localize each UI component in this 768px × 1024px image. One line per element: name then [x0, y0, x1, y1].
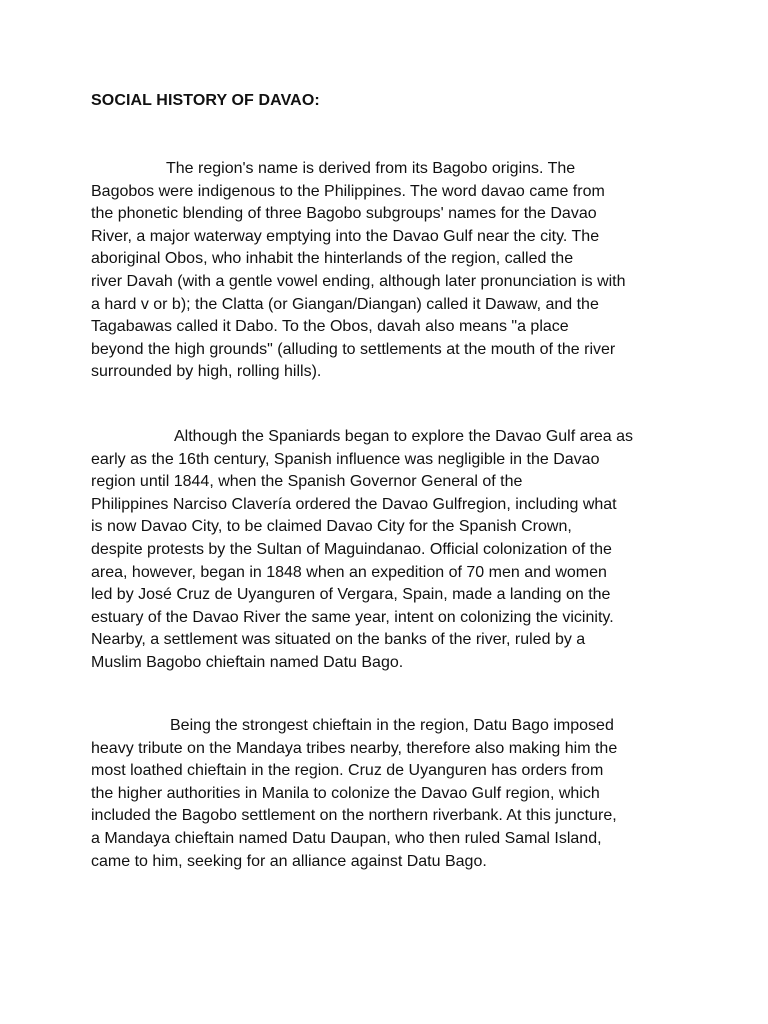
- text-line: Tagabawas called it Dabo. To the Obos, davah also means "a place: [91, 318, 569, 336]
- text-line: area, however, began in 1848 when an expedition of 70 men and women: [91, 563, 607, 581]
- text-line: aboriginal Obos, who inhabit the hinterlands of the region, called the: [91, 250, 574, 268]
- text-line: The region's name is derived from its Bagobo origins. The: [166, 160, 576, 177]
- text-line: Nearby, a settlement was situated on the banks of the river, ruled by a: [91, 631, 586, 649]
- text-line: a Mandaya chieftain named Datu Daupan, who then ruled Samal Island,: [91, 829, 602, 847]
- paragraph-region-name: [91, 158, 691, 384]
- text-line: River, a major waterway emptying into the Davao Gulf near the city. The: [91, 227, 600, 245]
- paragraph-datu-bago: [91, 715, 691, 873]
- text-line: included the Bagobo settlement on the northern riverbank. At this juncture,: [91, 807, 617, 825]
- text-line: beyond the high grounds" (alluding to settlements at the mouth of the river: [91, 340, 616, 358]
- text-line: Being the strongest chieftain in the region, Datu Bago imposed: [170, 717, 614, 734]
- text-line: is now Davao City, to be claimed Davao City for the Spanish Crown,: [91, 518, 572, 536]
- text-line: region until 1844, when the Spanish Governor General of the: [91, 473, 523, 491]
- text-line: estuary of the Davao River the same year, intent on colonizing the vicinity.: [91, 608, 614, 626]
- text-line: a hard v or b); the Clatta (or Giangan/Diangan) called it Dawaw, and the: [91, 295, 599, 313]
- text-line: Muslim Bagobo chieftain named Datu Bago.: [91, 653, 404, 671]
- text-line: most loathed chieftain in the region. Cruz de Uyanguren has orders from: [91, 762, 604, 780]
- text-line: despite protests by the Sultan of Maguindanao. Official colonization of the: [91, 540, 612, 558]
- paragraph-spanish-colonization: [91, 426, 691, 675]
- text-line: Although the Spaniards began to explore the Davao Gulf area as: [174, 428, 633, 445]
- text-line: the phonetic blending of three Bagobo subgroups' names for the Davao: [91, 205, 597, 223]
- text-line: heavy tribute on the Mandaya tribes nearby, therefore also making him the: [91, 739, 618, 757]
- text-line: the higher authorities in Manila to colonize the Davao Gulf region, which: [91, 784, 600, 802]
- text-line: Bagobos were indigenous to the Philippines. The word davao came from: [91, 182, 605, 200]
- text-line: surrounded by high, rolling hills).: [91, 363, 322, 381]
- document-title: SOCIAL HISTORY OF DAVAO:: [91, 92, 320, 109]
- text-line: early as the 16th century, Spanish influence was negligible in the Davao: [91, 450, 600, 468]
- text-line: led by José Cruz de Uyanguren of Vergara, Spain, made a landing on the: [91, 586, 611, 604]
- text-line: river Davah (with a gentle vowel ending, although later pronunciation is with: [91, 272, 626, 290]
- text-line: came to him, seeking for an alliance against Datu Bago.: [91, 852, 487, 870]
- text-line: Philippines Narciso Clavería ordered the Davao Gulfregion, including what: [91, 495, 617, 513]
